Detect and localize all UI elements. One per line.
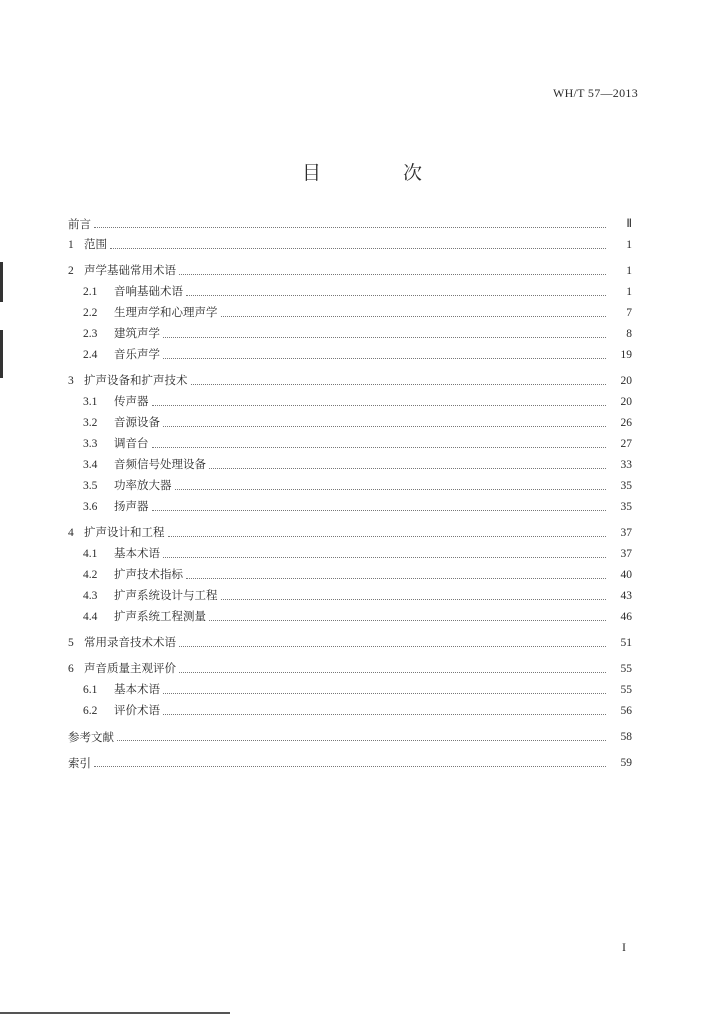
toc-entry[interactable] — [68, 582, 632, 603]
dot-leader — [163, 556, 606, 558]
dot-leader — [221, 315, 607, 317]
toc-entry-label: 基本术语 — [114, 546, 160, 560]
toc-entry-title — [68, 730, 117, 744]
toc-entry-page: 37 — [620, 548, 632, 560]
toc-entry[interactable] — [68, 409, 632, 430]
toc-entry-title — [68, 237, 110, 252]
toc-entry-number: 3.2 — [83, 417, 98, 429]
toc-entry[interactable] — [68, 388, 632, 409]
toc-entry-title — [83, 457, 209, 472]
toc-entry-label: 建筑声学 — [114, 326, 160, 340]
toc-entry-number: 3 — [68, 375, 74, 387]
toc-entry-title — [83, 394, 152, 409]
dot-leader — [152, 404, 607, 406]
dot-leader — [152, 509, 607, 511]
toc-entry-title — [83, 703, 163, 718]
toc-entry-page: 59 — [620, 757, 632, 769]
dot-leader — [179, 273, 606, 275]
toc-entry-label: 扩声设备和扩声技术 — [84, 373, 188, 387]
toc-entry-title — [68, 635, 179, 650]
dot-leader — [163, 336, 606, 338]
dot-leader — [163, 692, 606, 694]
toc-entry-label: 常用录音技术术语 — [84, 635, 176, 649]
dot-leader — [94, 765, 606, 767]
toc-entry[interactable] — [68, 451, 632, 472]
toc-entry-label: 音响基础术语 — [114, 284, 183, 298]
toc-entry[interactable] — [68, 367, 632, 388]
toc-entry[interactable] — [68, 278, 632, 299]
toc-entry-number: 2.2 — [83, 307, 98, 319]
toc-entry-page: 43 — [620, 590, 632, 602]
dot-leader — [186, 577, 606, 579]
toc-entry-number: 4.3 — [83, 590, 98, 602]
toc-entry-number: 6 — [68, 663, 74, 675]
toc-entry-label: 传声器 — [114, 394, 149, 408]
toc-entry-number: 2.4 — [83, 349, 98, 361]
toc-entry[interactable] — [68, 430, 632, 451]
toc-entry-number: 3.4 — [83, 459, 98, 471]
dot-leader — [110, 247, 606, 249]
dot-leader — [179, 671, 606, 673]
toc-entry-label: 调音台 — [114, 436, 149, 450]
dot-leader — [117, 739, 606, 741]
toc-entry[interactable] — [68, 320, 632, 341]
toc-entry-title — [83, 567, 186, 582]
toc-entry-title — [68, 756, 94, 770]
toc-entry-number: 4.4 — [83, 611, 98, 623]
toc-entry-title — [83, 284, 186, 299]
toc-entry-title — [83, 588, 221, 603]
toc-entry-label: 扬声器 — [114, 499, 149, 513]
dot-leader — [186, 294, 606, 296]
page-number: I — [622, 940, 626, 954]
toc-entry-page: 35 — [620, 480, 632, 492]
dot-leader — [209, 619, 606, 621]
toc-entry-label: 功率放大器 — [114, 478, 172, 492]
toc-entry-number: 3.6 — [83, 501, 98, 513]
toc-entry[interactable] — [68, 210, 632, 231]
toc-entry-number: 2.1 — [83, 286, 98, 298]
toc-entry-number: 4 — [68, 527, 74, 539]
toc-entry-label: 扩声技术指标 — [114, 567, 183, 581]
toc-entry[interactable] — [68, 749, 632, 770]
toc-entry-title — [68, 217, 94, 231]
toc-entry-title — [68, 525, 168, 540]
toc-entry-number: 4.2 — [83, 569, 98, 581]
toc-entry-number: 3.3 — [83, 438, 98, 450]
toc-entry-label: 前言 — [68, 217, 91, 231]
toc-entry-page: 55 — [620, 684, 632, 696]
toc-entry-page: 46 — [620, 611, 632, 623]
toc-entry[interactable] — [68, 540, 632, 561]
toc-entry-number: 3.1 — [83, 396, 98, 408]
scan-artifact — [0, 330, 3, 378]
toc-entry-page: 58 — [620, 731, 632, 743]
toc-entry-page: 35 — [620, 501, 632, 513]
toc-entry-page: 19 — [620, 349, 632, 361]
toc-entry-page: 51 — [620, 637, 632, 649]
toc-entry-number: 6.1 — [83, 684, 98, 696]
toc-entry-label: 范围 — [84, 237, 107, 251]
toc-entry[interactable] — [68, 519, 632, 540]
toc-entry-label: 生理声学和心理声学 — [114, 305, 218, 319]
toc-entry-page: 27 — [620, 438, 632, 450]
toc-entry[interactable] — [68, 676, 632, 697]
dot-leader — [163, 713, 606, 715]
toc-entry-label: 评价术语 — [114, 703, 160, 717]
toc-entry-label: 基本术语 — [114, 682, 160, 696]
toc-entry[interactable] — [68, 257, 632, 278]
toc-entry-label: 声音质量主观评价 — [84, 661, 176, 675]
toc-entry-page: 56 — [620, 705, 632, 717]
toc-entry-number: 5 — [68, 637, 74, 649]
toc-entry[interactable] — [68, 629, 632, 650]
toc-entry[interactable] — [68, 603, 632, 624]
toc-entry-title — [83, 415, 163, 430]
toc-entry-page: 8 — [626, 328, 632, 340]
toc-entry-title — [68, 373, 191, 388]
dot-leader — [168, 535, 607, 537]
toc-entry-page: 37 — [620, 527, 632, 539]
toc-entry-page: 1 — [626, 265, 632, 277]
toc-entry-number: 6.2 — [83, 705, 98, 717]
toc-entry-title — [83, 682, 163, 697]
toc-entry-title — [83, 478, 175, 493]
dot-leader — [221, 598, 607, 600]
toc-entry[interactable] — [68, 231, 632, 252]
dot-leader — [179, 645, 606, 647]
toc-entry-page: 55 — [620, 663, 632, 675]
toc-entry-title — [83, 305, 221, 320]
toc-entry-label: 音乐声学 — [114, 347, 160, 361]
toc-entry[interactable] — [68, 723, 632, 744]
toc-entry-number: 3.5 — [83, 480, 98, 492]
toc-entry-label: 扩声设计和工程 — [84, 525, 165, 539]
table-of-contents — [68, 210, 632, 770]
toc-entry[interactable] — [68, 472, 632, 493]
dot-leader — [209, 467, 606, 469]
toc-entry-label: 索引 — [68, 756, 91, 770]
toc-entry-label: 扩声系统工程测量 — [114, 609, 206, 623]
toc-entry[interactable] — [68, 561, 632, 582]
toc-entry-title — [83, 347, 163, 362]
scan-artifact — [0, 262, 3, 302]
dot-leader — [94, 226, 606, 228]
toc-entry-number: 1 — [68, 239, 74, 251]
toc-entry-number: 2.3 — [83, 328, 98, 340]
toc-entry-page: 7 — [626, 307, 632, 319]
toc-entry-page: 40 — [620, 569, 632, 581]
dot-leader — [191, 383, 607, 385]
toc-entry-page: 33 — [620, 459, 632, 471]
toc-entry-label: 扩声系统设计与工程 — [114, 588, 218, 602]
toc-entry-number: 2 — [68, 265, 74, 277]
toc-entry-page: 1 — [626, 239, 632, 251]
toc-entry[interactable] — [68, 655, 632, 676]
toc-entry-title — [83, 609, 209, 624]
document-code: WH/T 57—2013 — [552, 86, 638, 100]
toc-entry[interactable] — [68, 341, 632, 362]
dot-leader — [163, 425, 606, 427]
toc-entry-page: 1 — [626, 286, 632, 298]
toc-entry-number: 4.1 — [83, 548, 98, 560]
toc-entry-title — [83, 326, 163, 341]
toc-entry-label: 声学基础常用术语 — [84, 263, 176, 277]
toc-entry-page: 20 — [620, 375, 632, 387]
toc-entry-title — [83, 436, 152, 451]
toc-entry[interactable] — [68, 697, 632, 718]
toc-entry-page: 20 — [620, 396, 632, 408]
scan-artifact — [0, 1012, 230, 1014]
dot-leader — [163, 357, 606, 359]
toc-entry-label: 音源设备 — [114, 415, 160, 429]
toc-entry-label: 音频信号处理设备 — [114, 457, 206, 471]
toc-entry[interactable] — [68, 493, 632, 514]
toc-entry-label: 参考文献 — [68, 730, 114, 744]
dot-leader — [175, 488, 607, 490]
toc-entry-page: Ⅱ — [626, 218, 632, 230]
toc-entry-title — [68, 661, 179, 676]
toc-entry-title — [83, 499, 152, 514]
toc-entry-page: 26 — [620, 417, 632, 429]
toc-entry[interactable] — [68, 299, 632, 320]
page-title: 目 次 — [301, 162, 461, 184]
toc-entry-title — [68, 263, 179, 278]
toc-entry-title — [83, 546, 163, 561]
dot-leader — [152, 446, 607, 448]
